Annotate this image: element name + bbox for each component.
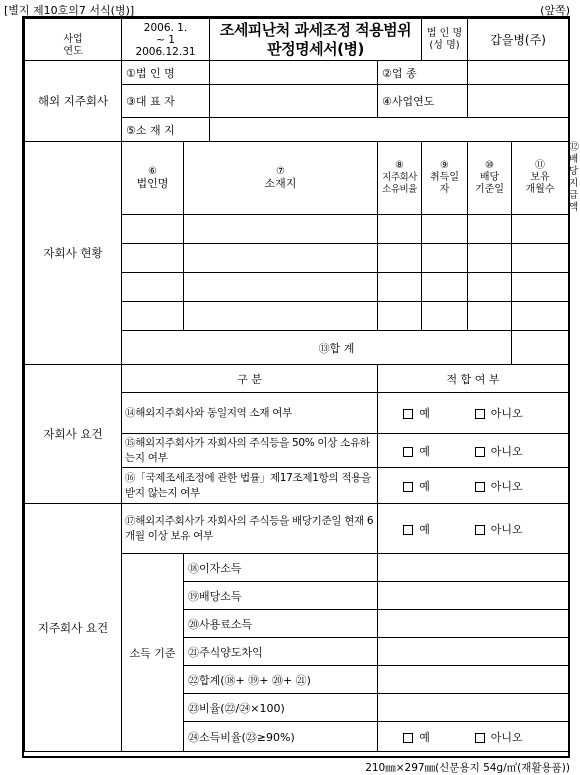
representative-label: ③대 표 자	[122, 85, 210, 118]
col-location: ⑦ 소재지	[184, 142, 378, 215]
req-14: ⑭해외지주회사와 동일지역 소재 여부	[122, 393, 378, 434]
subsidiary-status-label: 자회사 현황	[25, 142, 122, 365]
corp-name-label: 법 인 명 (성 명)	[422, 19, 468, 61]
income-ratio-field[interactable]	[378, 694, 569, 722]
overseas-holding-label: 해외 지주회사	[25, 61, 122, 142]
overseas-name-label: ①법 인 명	[122, 61, 210, 85]
period-start: 2006. 1.	[143, 21, 188, 34]
col-ownership: ⑧ 지주회사 소유비율	[378, 142, 422, 215]
fiscal-year-label: 사업 연도	[25, 19, 122, 61]
income-total-field[interactable]	[378, 666, 569, 694]
form-number: [별지 제10호의7 서식(병)]	[4, 4, 135, 17]
overseas-name-field[interactable]	[210, 61, 378, 85]
income-ratio: ㉓비율(㉒/㉔×100)	[184, 694, 378, 722]
yes-checkbox[interactable]	[403, 525, 413, 535]
fiscal-year-field[interactable]	[468, 85, 569, 118]
no-checkbox[interactable]	[475, 482, 485, 492]
income-criteria-label: 소득 기준	[122, 554, 184, 752]
location-label: ⑤소 재 지	[122, 118, 210, 142]
business-type-label: ②업 종	[378, 61, 468, 85]
form-table	[24, 18, 580, 752]
fiscal-period: 2006. 1. ~ 1 2006.12.31	[122, 19, 210, 61]
income-royalty-field[interactable]	[378, 610, 569, 638]
no-checkbox[interactable]	[475, 525, 485, 535]
total-label: ⑬합 계	[122, 331, 512, 365]
fiscal-year-label-2: ④사업연도	[378, 85, 468, 118]
business-type-field[interactable]	[468, 61, 569, 85]
col-gubun: 구 분	[122, 365, 378, 393]
form-title: 조세피난처 과세조정 적용범위 판정명세서(병)	[210, 19, 422, 61]
no-checkbox[interactable]	[475, 447, 485, 457]
income-interest-field[interactable]	[378, 554, 569, 582]
subs-header-row: 자회사 현황 ⑥ 법인명 ⑦ 소재지 ⑧ 지주회사 소유비율 ⑨ 취득일 자 ⑩ 배당 기준일 ⑪ 보유 개월수 ⑫ 배당지급액	[25, 142, 569, 215]
col-acq-date: ⑨ 취득일 자	[422, 142, 468, 215]
holding-req-label: 지주회사 요건	[25, 504, 122, 752]
col-hold-months: ⑪ 보유 개월수	[512, 142, 569, 215]
corp-name-value[interactable]: 갑을병(주)	[468, 19, 569, 61]
col-div-date: ⑩ 배당 기준일	[468, 142, 512, 215]
col-fitness: 적 합 여 부	[378, 365, 569, 393]
paper-spec: 210㎜×297㎜(신문용지 54g/㎡(재활용품))	[365, 762, 570, 774]
yes-checkbox[interactable]	[403, 447, 413, 457]
period-end: 2006.12.31	[135, 45, 196, 58]
req-16-choice: 예 아니오	[378, 468, 569, 504]
no-checkbox[interactable]	[475, 409, 485, 419]
yes-checkbox[interactable]	[403, 733, 413, 743]
income-royalty: ⑳사용료소득	[184, 610, 378, 638]
representative-field[interactable]	[210, 85, 378, 118]
income-ratio-choice: 예 아니오	[378, 722, 569, 752]
income-stock-gain: ㉑주식양도차익	[184, 638, 378, 666]
total-amount-field[interactable]	[512, 331, 569, 365]
form-frame	[22, 16, 580, 758]
req-15-choice: 예 아니오	[378, 434, 569, 468]
income-stock-gain-field[interactable]	[378, 638, 569, 666]
page-side: (앞쪽)	[540, 4, 570, 17]
income-total: ㉒합계(⑱+ ⑲+ ⑳+ ㉑)	[184, 666, 378, 694]
req-17-choice: 예 아니오	[378, 504, 569, 554]
yes-checkbox[interactable]	[403, 482, 413, 492]
req-16: ⑯「국제조세조정에 관한 법률」제17조제1항의 적용을 받지 않는지 여부	[122, 468, 378, 504]
req-14-choice: 예 아니오	[378, 393, 569, 434]
income-ratio-check: ㉔소득비율(㉓≥90%)	[184, 722, 378, 752]
no-checkbox[interactable]	[475, 733, 485, 743]
yes-checkbox[interactable]	[403, 409, 413, 419]
req-17: ⑰해외지주회사가 자회사의 주식등을 배당기준일 현재 6개월 이상 보유 여부	[122, 504, 378, 554]
col-corp-name: ⑥ 법인명	[122, 142, 184, 215]
income-interest: ⑱이자소득	[184, 554, 378, 582]
top-row	[25, 19, 569, 61]
location-field[interactable]	[210, 118, 569, 142]
subsidiary-req-label: 자회사 요건	[25, 365, 122, 504]
income-dividend-field[interactable]	[378, 582, 569, 610]
income-dividend: ⑲배당소득	[184, 582, 378, 610]
req-15: ⑮해외지주회사가 자회사의 주식등을 50% 이상 소유하는지 여부	[122, 434, 378, 468]
